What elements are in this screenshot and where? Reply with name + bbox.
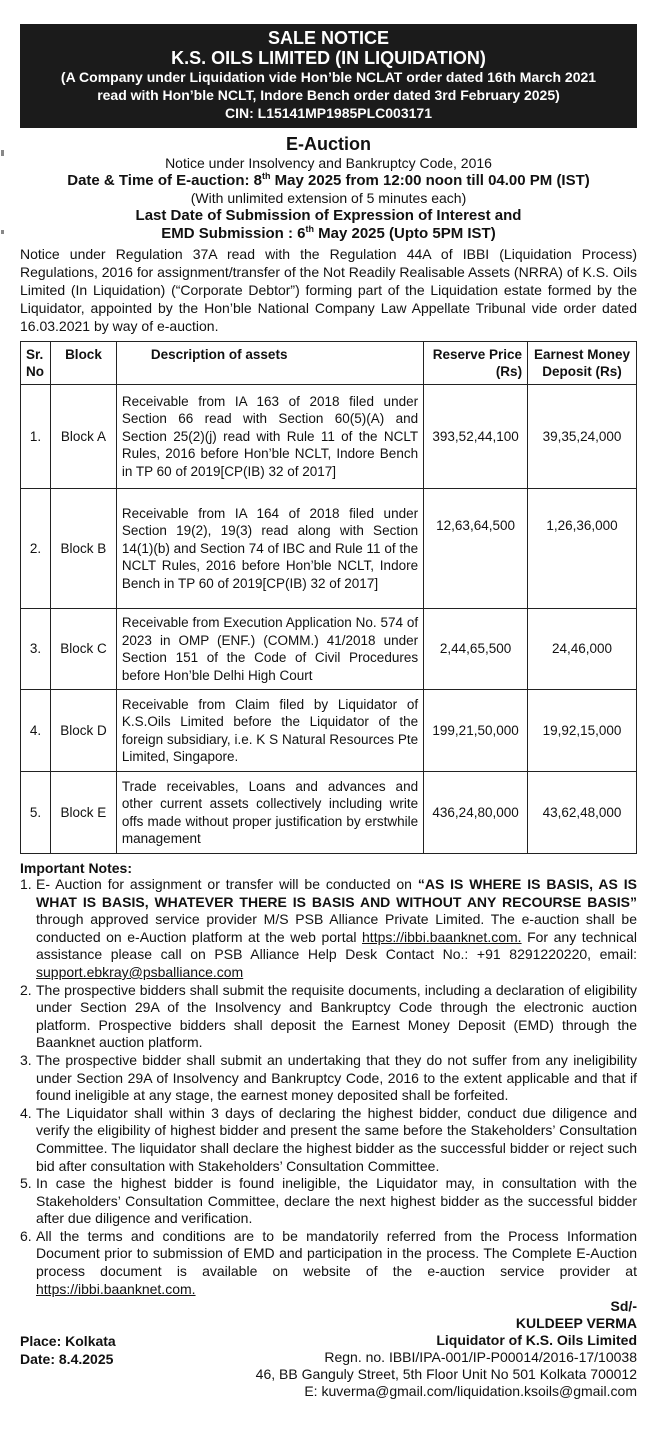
last-date-line: Last Date of Submission of Expression of Interest and bbox=[135, 207, 522, 224]
cell-block: Block C bbox=[50, 609, 116, 690]
col-header-sr: Sr. No bbox=[21, 342, 51, 385]
note-item: 5. In case the highest bidder is found ineligible, the Liquidator may, in consultation with the Stakeholders’ Consultation Committee, declare the next highest bidder as the successful bidder after due diligence and verification. bbox=[20, 1175, 637, 1227]
notice-footer bbox=[20, 1298, 637, 1400]
support-email-link[interactable]: support.ebkray@psballiance.com bbox=[36, 963, 244, 980]
col-header-description: Description of assets bbox=[116, 342, 423, 385]
cell-emd: 19,92,15,000 bbox=[528, 690, 637, 772]
note-item: 4. The Liquidator shall within 3 days of declaring the highest bidder, conduct due diligence and verify the eligibility of highest bidder and present the same before the Stakeholders’ Consultation Committee. The liquidator shall declare the highest bidder as the successful bidder or reject such bid after consultation with Stakeholders’ Consultation Committee. bbox=[20, 1104, 637, 1174]
table-row bbox=[21, 489, 637, 609]
header-line-1: (A Company under Liquidation vide Hon’ble NCLAT order dated 16th March 2021 bbox=[60, 69, 597, 85]
table-row bbox=[21, 772, 637, 854]
cell-sr: 5. bbox=[21, 772, 51, 854]
cell-reserve: 436,24,80,000 bbox=[424, 772, 528, 854]
auction-datetime: Date & Time of E-auction: 8th May 2025 from 12:00 noon till 04.00 PM (IST) bbox=[67, 171, 590, 189]
cell-emd: 43,62,48,000 bbox=[528, 772, 637, 854]
contact-email: E: kuverma@gmail.com/liquidation.ksoils@gmail.com bbox=[304, 1383, 637, 1400]
cell-block: Block E bbox=[50, 772, 116, 854]
cell-reserve: 12,63,64,500 bbox=[424, 489, 528, 609]
place: Place: Kolkata bbox=[20, 1333, 116, 1350]
col-header-emd: Earnest Money Deposit (Rs) bbox=[528, 342, 637, 385]
cell-description: Receivable from Execution Application No. 574 of 2023 in OMP (ENF.) (COMM.) 41/2018 under Section 151 of the Code of Civil Procedures before Hon’ble Delhi High Court bbox=[116, 609, 423, 690]
table-row bbox=[21, 385, 637, 489]
note-item: 2. The prospective bidders shall submit the requisite documents, including a declaration of eligibility under Section 29A of the Insolvency and Bankruptcy Code through the electronic auction platform. Prospective bidders shall deposit the Earnest Money Deposit (EMD) through the Baanknet auction platform. bbox=[20, 981, 637, 1051]
cell-emd: 24,46,000 bbox=[528, 609, 637, 690]
assets-table bbox=[20, 341, 637, 854]
important-notes-list bbox=[20, 876, 637, 1298]
code-line: Notice under Insolvency and Bankruptcy Code, 2016 bbox=[165, 155, 492, 171]
date: Date: 8.4.2025 bbox=[20, 1351, 114, 1368]
table-header-row bbox=[21, 342, 637, 385]
cell-reserve: 2,44,65,500 bbox=[424, 609, 528, 690]
cell-description: Receivable from IA 164 of 2018 filed under Section 19(2), 19(3) read along with Section 14(1)(b) and Section 74 of IBC and Rule 11 of the NCLT Rules, 2016 before Hon’ble NCLT, Indore Bench in TP 60 of 2019[CP(IB) 32 of 2017] bbox=[116, 489, 423, 609]
cin-number: CIN: L15141MP1985PLC003171 bbox=[224, 105, 432, 121]
cell-description: Receivable from Claim filed by Liquidator of K.S.Oils Limited before the Liquidator of the foreign subsidiary, i.e. K S Natural Resources Pte Limited, Singapore. bbox=[116, 690, 423, 772]
cell-block: Block B bbox=[50, 489, 116, 609]
cell-emd: 39,35,24,000 bbox=[528, 385, 637, 489]
auction-portal-link[interactable]: https://ibbi.baanknet.com. bbox=[362, 928, 522, 945]
cell-block: Block A bbox=[50, 385, 116, 489]
margin-mark bbox=[1, 230, 4, 234]
cell-sr: 2. bbox=[21, 489, 51, 609]
cell-description: Trade receivables, Loans and advances and other current assets collectively including write offs made without proper justification by erstwhile management bbox=[116, 772, 423, 854]
table-row bbox=[21, 609, 637, 690]
col-header-block: Block bbox=[50, 342, 116, 385]
notice-title: SALE NOTICE bbox=[267, 28, 389, 48]
liquidator-designation: Liquidator of K.S. Oils Limited bbox=[436, 1332, 637, 1349]
signature-sd: Sd/- bbox=[610, 1298, 637, 1315]
cell-reserve: 393,52,44,100 bbox=[424, 385, 528, 489]
cell-block: Block D bbox=[50, 690, 116, 772]
company-name: K.S. OILS LIMITED (IN LIQUIDATION) bbox=[171, 48, 486, 68]
extension-note: (With unlimited extension of 5 minutes each) bbox=[190, 190, 467, 206]
eauction-section bbox=[20, 134, 637, 243]
cell-sr: 1. bbox=[21, 385, 51, 489]
note-item: 6. All the terms and conditions are to be mandatorily referred from the Process Information Document prior to submission of EMD and participation in the process. The Complete E-Auction process document is available on website of the e-auction service provider at https://ibbi.baanknet.com. bbox=[20, 1227, 637, 1297]
important-notes-heading: Important Notes: bbox=[20, 860, 132, 876]
note-item: 1. E- Auction for assignment or transfer will be conducted on “AS IS WHERE IS BASIS, AS IS WHAT IS BASIS, WHATEVER THERE IS BASIS AND WITHOUT ANY RECOURSE BASIS” through approved service provider M/S PSB Alliance Private Limited. The e-auction shall be conducted on e-Auction platform at the web portal https://ibbi.baanknet.com. For any technical assistance please call on PSB Alliance Help Desk Contact No.: +91 8291220220, email: support.ebkray@psballiance.com bbox=[20, 876, 637, 980]
header-line-2: read with Hon’ble NCLT, Indore Bench order dated 3rd February 2025) bbox=[97, 87, 560, 103]
place-date bbox=[20, 1298, 116, 1400]
emd-submission-date: EMD Submission : 6th May 2025 (Upto 5PM IST) bbox=[161, 224, 496, 242]
col-header-reserve: Reserve Price (Rs) bbox=[424, 342, 528, 385]
table-row bbox=[21, 690, 637, 772]
cell-emd: 1,26,36,000 bbox=[528, 489, 637, 609]
liquidator-name: KULDEEP VERMA bbox=[515, 1315, 637, 1332]
address: 46, BB Ganguly Street, 5th Floor Unit No 501 Kolkata 700012 bbox=[255, 1366, 637, 1383]
registration-number: Regn. no. IBBI/IPA-001/IP-P00014/2016-17/10038 bbox=[324, 1349, 637, 1366]
eauction-heading: E-Auction bbox=[286, 134, 371, 154]
intro-paragraph: Notice under Regulation 37A read with the Regulation 44A of IBBI (Liquidation Process) Regulations, 2016 for assignment/transfer of the Not Readily Realisable Assets (NRRA) of K.S. Oils Limited (In Liquidation) (“Corporate Debtor”) forming part of the Liquidation estate formed by the Liquidator, appointed by the Hon’ble National Company Law Appellate Tribunal vide order dated 16.03.2021 by way of e-auction. bbox=[20, 246, 637, 334]
liquidator-signature-block bbox=[256, 1298, 637, 1400]
cell-sr: 4. bbox=[21, 690, 51, 772]
cell-description: Receivable from IA 163 of 2018 filed under Section 66 read with Section 60(5)(A) and Section 25(2)(j) read with Rule 11 of the NCLT Rules, 2016 before Hon’ble NCLT, Indore Bench in TP 60 of 2019[CP(IB) 32 of 2017] bbox=[116, 385, 423, 489]
process-document-link[interactable]: https://ibbi.baanknet.com. bbox=[36, 1280, 196, 1297]
notice-header bbox=[20, 24, 637, 128]
note-item: 3. The prospective bidder shall submit an undertaking that they do not suffer from any ineligibility under Section 29A of Insolvency and Bankruptcy Code, 2016 to the extent applicable and that if found ineligible at any stage, the earnest money deposited shall be forfeited. bbox=[20, 1051, 637, 1104]
cell-sr: 3. bbox=[21, 609, 51, 690]
margin-mark bbox=[1, 150, 4, 156]
cell-reserve: 199,21,50,000 bbox=[424, 690, 528, 772]
